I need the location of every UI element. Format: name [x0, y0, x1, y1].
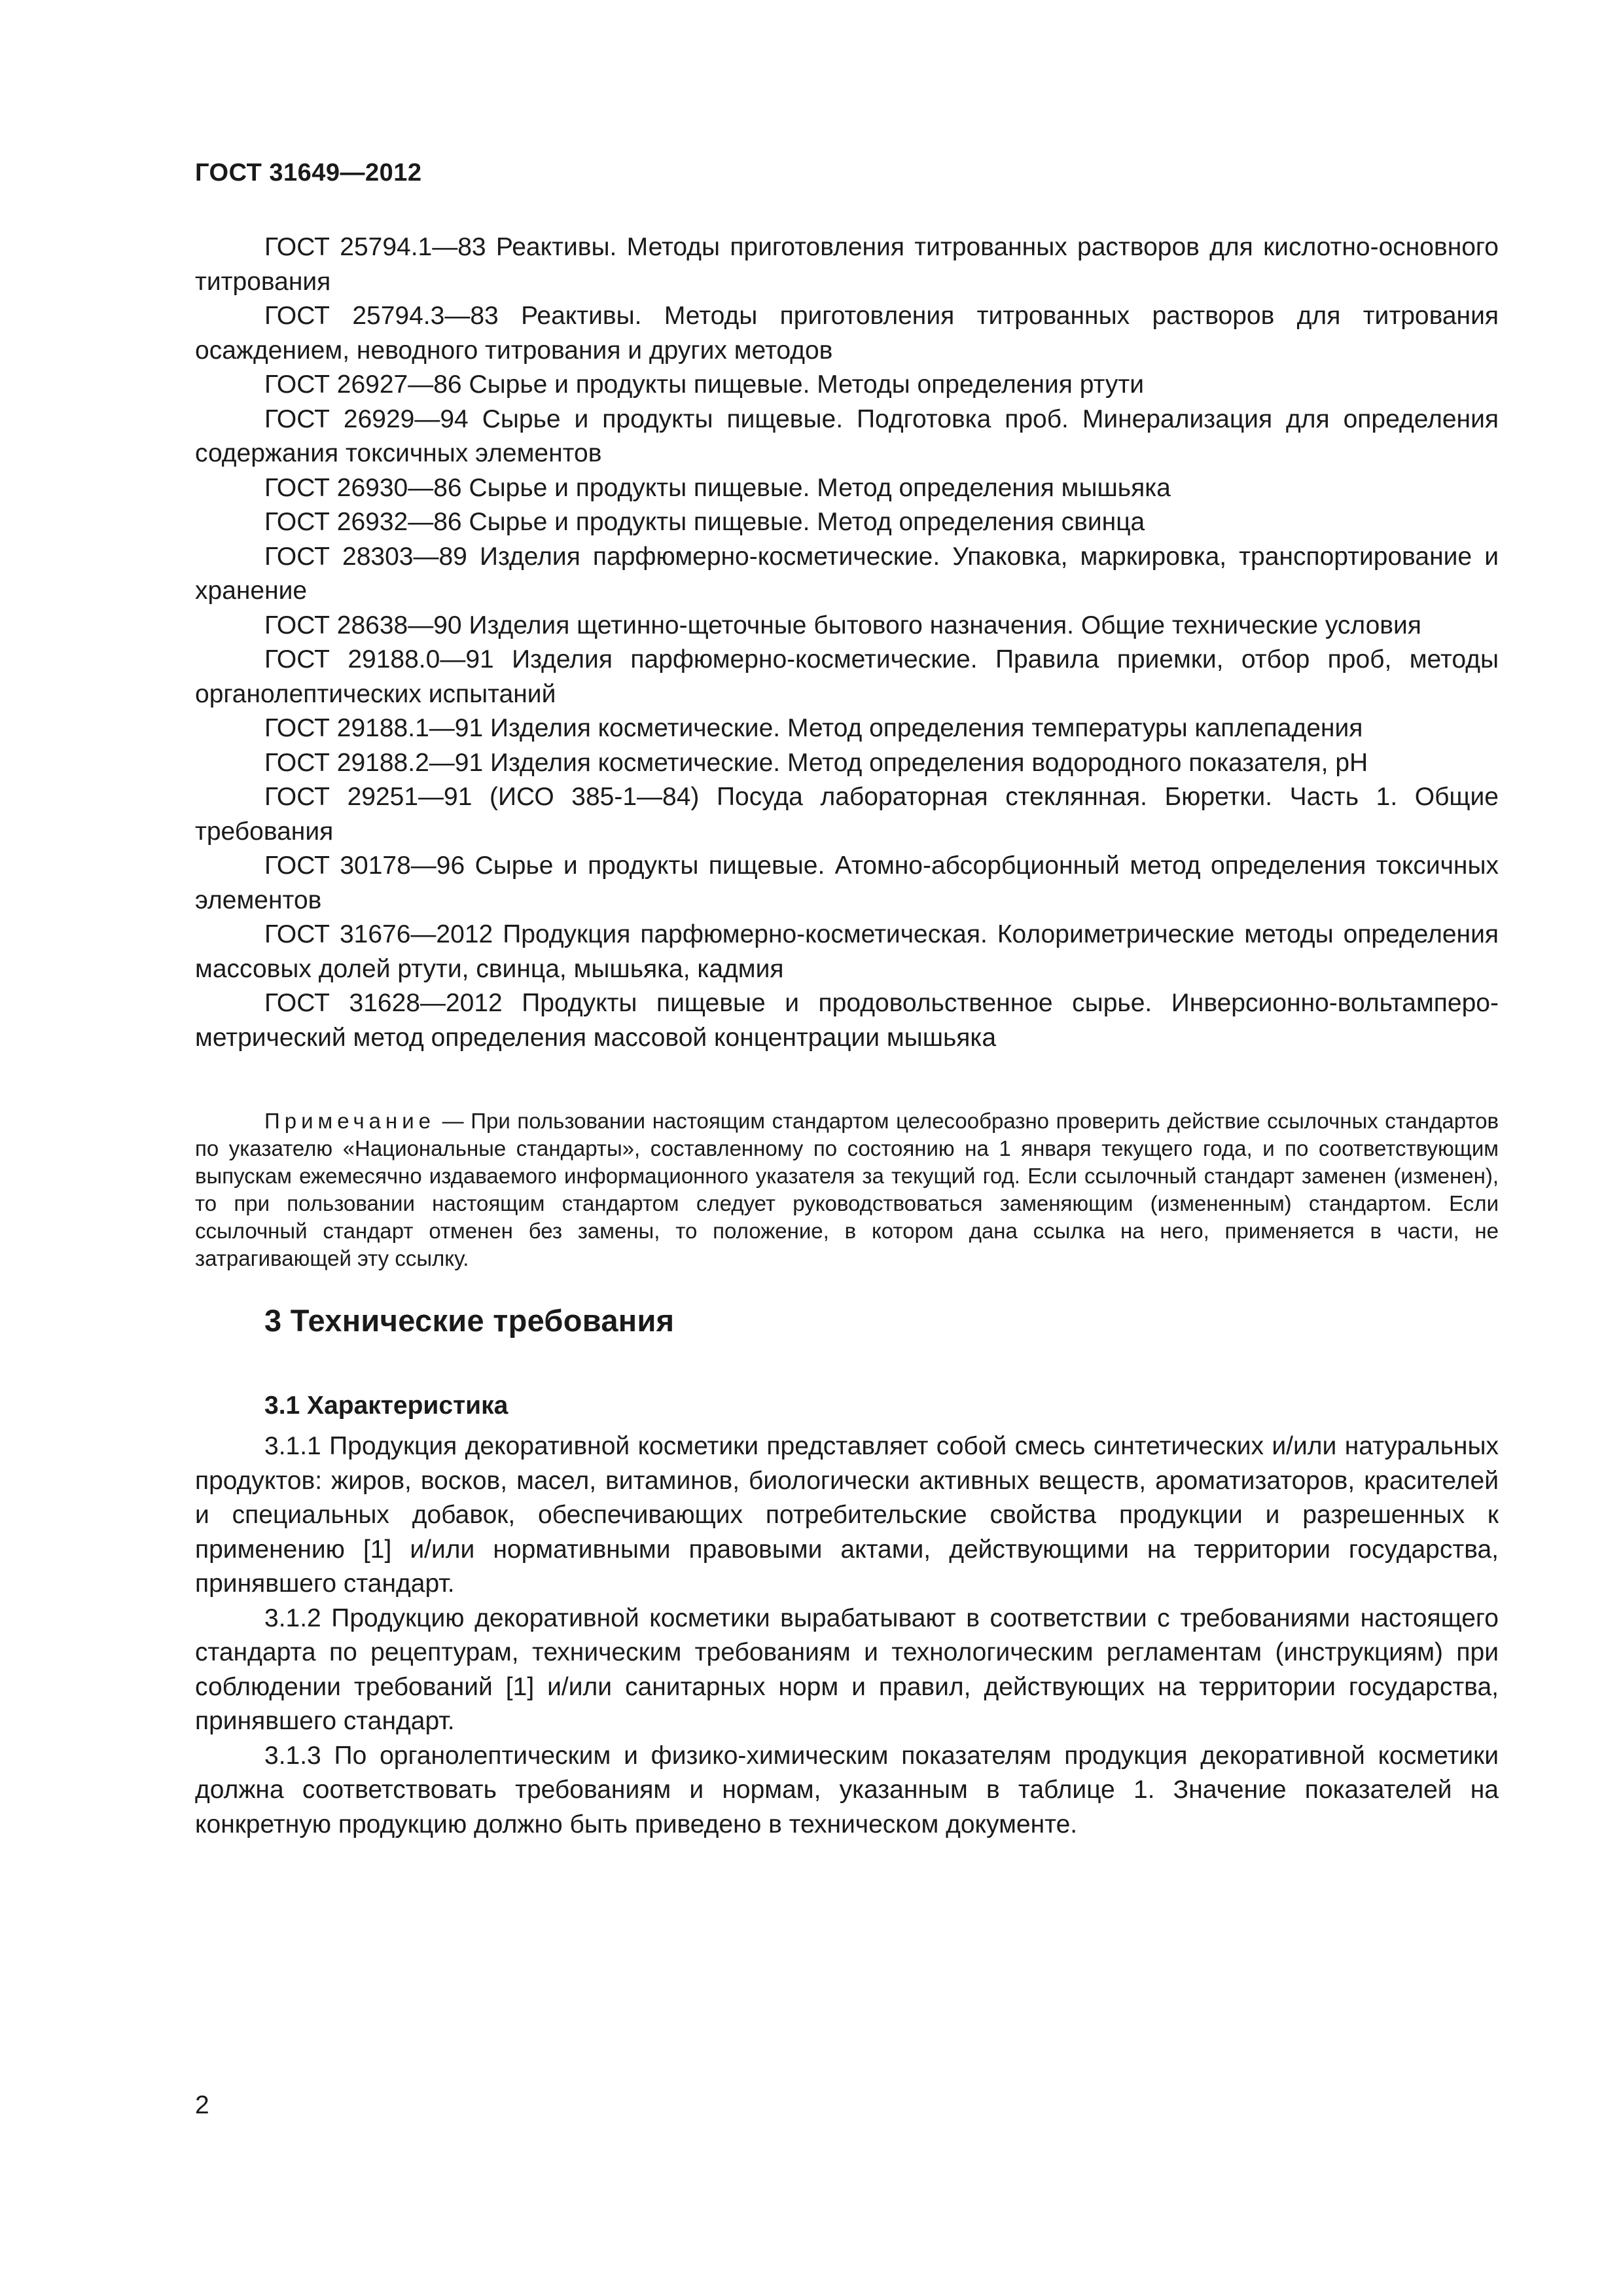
note-label: Примечание: [264, 1109, 436, 1133]
reference-item: ГОСТ 28303—89 Изделия парфюмерно-косметические. Упаковка, маркировка, транспортирование и хранение: [195, 542, 1499, 605]
reference-item: ГОСТ 26932—86 Сырье и продукты пищевые. Метод определения свинца: [264, 508, 1145, 536]
reference-item: ГОСТ 31628—2012 Продукты пищевые и продовольственное сырье. Инверсионно-вольтамперометрический метод определения массовой концентрации мышьяка: [195, 989, 1499, 1052]
reference-item: ГОСТ 26929—94 Сырье и продукты пищевые. Подготовка проб. Минерализация для определения содержания токсичных элементов: [195, 404, 1499, 467]
reference-item: ГОСТ 25794.3—83 Реактивы. Методы приготовления титрованных растворов для титрования осаждением, неводного титрования и других методов: [195, 302, 1499, 365]
reference-item: ГОСТ 25794.1—83 Реактивы. Методы приготовления титрованных растворов для кислотно-основного титрования: [195, 233, 1499, 296]
reference-item: ГОСТ 29188.2—91 Изделия косметические. Метод определения водородного показателя, pH: [264, 748, 1368, 777]
document-code-header: ГОСТ 31649—2012: [195, 159, 422, 187]
normative-references-list: [195, 230, 1499, 1055]
reference-item: ГОСТ 29251—91 (ИСО 385-1—84) Посуда лабораторная стеклянная. Бюретки. Часть 1. Общие требования: [195, 783, 1499, 846]
subsection-title: 3.1 Характеристика: [264, 1391, 508, 1420]
reference-item: ГОСТ 29188.1—91 Изделия косметические. Метод определения температуры каплепадения: [264, 714, 1363, 742]
reference-item: ГОСТ 29188.0—91 Изделия парфюмерно-косметические. Правила приемки, отбор проб, методы органолептических испытаний: [195, 645, 1499, 708]
reference-item: ГОСТ 26927—86 Сырье и продукты пищевые. Методы определения ртути: [264, 370, 1144, 399]
paragraph: 3.1.3 По органолептическим и физико-химическим показателям продукция декоративной косметики должна соответствовать требованиям и нормам, указанным в таблице 1. Значение показателей на конкретную продукцию должно быть приведено в техническом документе.: [195, 1741, 1499, 1839]
reference-item: ГОСТ 30178—96 Сырье и продукты пищевые. Атомно-абсорбционный метод определения токсичных элементов: [195, 852, 1499, 914]
reference-item: ГОСТ 26930—86 Сырье и продукты пищевые. Метод определения мышьяка: [264, 473, 1171, 502]
reference-item: ГОСТ 31676—2012 Продукция парфюмерно-косметическая. Колориметрические методы определения массовых долей ртути, свинца, мышьяка, кадмия: [195, 920, 1499, 983]
page-number: 2: [195, 2091, 209, 2119]
section-body: [195, 1429, 1499, 1842]
reference-note: [195, 1107, 1499, 1272]
paragraph: 3.1.2 Продукцию декоративной косметики вырабатывают в соответствии с требованиями настоящего стандарта по рецептурам, техническим требованиям и технологическим регламентам (инструкциям) при соблюдении требований [1] и/или санитарных норм и правил, действующих на территории государства, принявшего стандарт.: [195, 1604, 1499, 1735]
document-page: [195, 0, 1499, 2296]
reference-item: ГОСТ 28638—90 Изделия щетинно-щеточные бытового назначения. Общие технические условия: [264, 611, 1421, 639]
note-text: — При пользовании настоящим стандартом целесообразно проверить действие ссылочных стандартов по указателю «Национальные стандарты», составленному по состоянию на 1 января текущего года, и по соответствующим выпускам ежемесячно издаваемого информационного указателя за текущий год. Если ссылочный стандарт заменен (изменен), то при пользовании настоящим стандартом следует руководствоваться заменяющим (измененным) стандартом. Если ссылочный стандарт отменен без замены, то положение, в котором дана ссылка на него, применяется в части, не затрагивающей эту ссылку.: [195, 1109, 1499, 1270]
paragraph: 3.1.1 Продукция декоративной косметики представляет собой смесь синтетических и/или натуральных продуктов: жиров, восков, масел, витаминов, биологически активных веществ, ароматизаторов, красителей и специальных добавок, обеспечивающих потребительские свойства продукции и разрешенных к применению [1] и/или нормативными правовыми актами, действующими на территории государства, принявшего стандарт.: [195, 1432, 1499, 1598]
section-title: 3 Технические требования: [264, 1303, 675, 1338]
